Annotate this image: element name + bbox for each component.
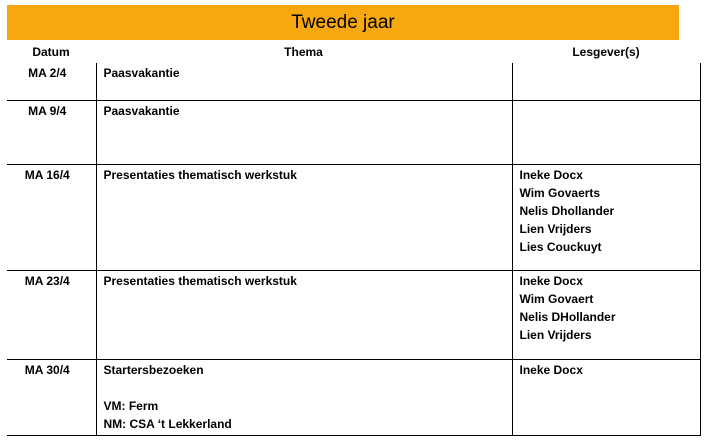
teacher-name: Wim Govaerts: [519, 185, 601, 200]
teacher-name: Nelis Dhollander: [519, 203, 615, 218]
teachers-cell: [512, 63, 700, 100]
teachers-cell: [512, 164, 700, 270]
theme-cell: [96, 164, 512, 270]
table-row: [7, 63, 700, 100]
table-row: [7, 359, 700, 435]
teachers-cell: [512, 270, 700, 359]
theme-line: NM: CSA ‘t Lekkerland: [103, 416, 232, 431]
teacher-name: Ineke Docx: [519, 362, 583, 377]
page-title-banner: [7, 5, 679, 40]
theme-cell: [96, 359, 512, 435]
theme-cell: [96, 270, 512, 359]
date-cell: MA 23/4: [7, 270, 96, 359]
table-row: [7, 164, 700, 270]
theme-line: Presentaties thematisch werkstuk: [103, 273, 297, 288]
date-cell: MA 30/4: [7, 359, 96, 435]
date-cell: MA 9/4: [7, 100, 96, 164]
date-cell: MA 2/4: [7, 63, 96, 100]
theme-spacer: [104, 379, 512, 397]
teacher-name: Lien Vrijders: [519, 327, 592, 342]
table-row: [7, 270, 700, 359]
teacher-name: Ineke Docx: [519, 167, 583, 182]
theme-line: Paasvakantie: [103, 103, 180, 118]
table-row: [7, 100, 700, 164]
teachers-cell: [512, 100, 700, 164]
teacher-name: Lien Vrijders: [519, 221, 592, 236]
theme-line: Presentaties thematisch werkstuk: [103, 167, 297, 182]
teacher-name: Nelis DHollander: [519, 309, 616, 324]
theme-line: Startersbezoeken: [103, 362, 204, 377]
teachers-cell: [512, 359, 700, 435]
schedule-table: [7, 63, 701, 436]
header-date: Datum: [32, 45, 70, 59]
theme-cell: [96, 100, 512, 164]
date-cell: MA 16/4: [7, 164, 96, 270]
theme-line: VM: Ferm: [103, 398, 159, 413]
teacher-name: Lies Couckuyt: [519, 239, 602, 254]
teacher-name: Wim Govaert: [519, 291, 594, 306]
header-teachers: Lesgever(s): [572, 45, 640, 59]
page-title: Tweede jaar: [291, 11, 395, 33]
teacher-name: Ineke Docx: [519, 273, 583, 288]
header-theme: Thema: [284, 45, 323, 59]
theme-line: Paasvakantie: [103, 66, 180, 80]
theme-cell: [96, 63, 512, 100]
